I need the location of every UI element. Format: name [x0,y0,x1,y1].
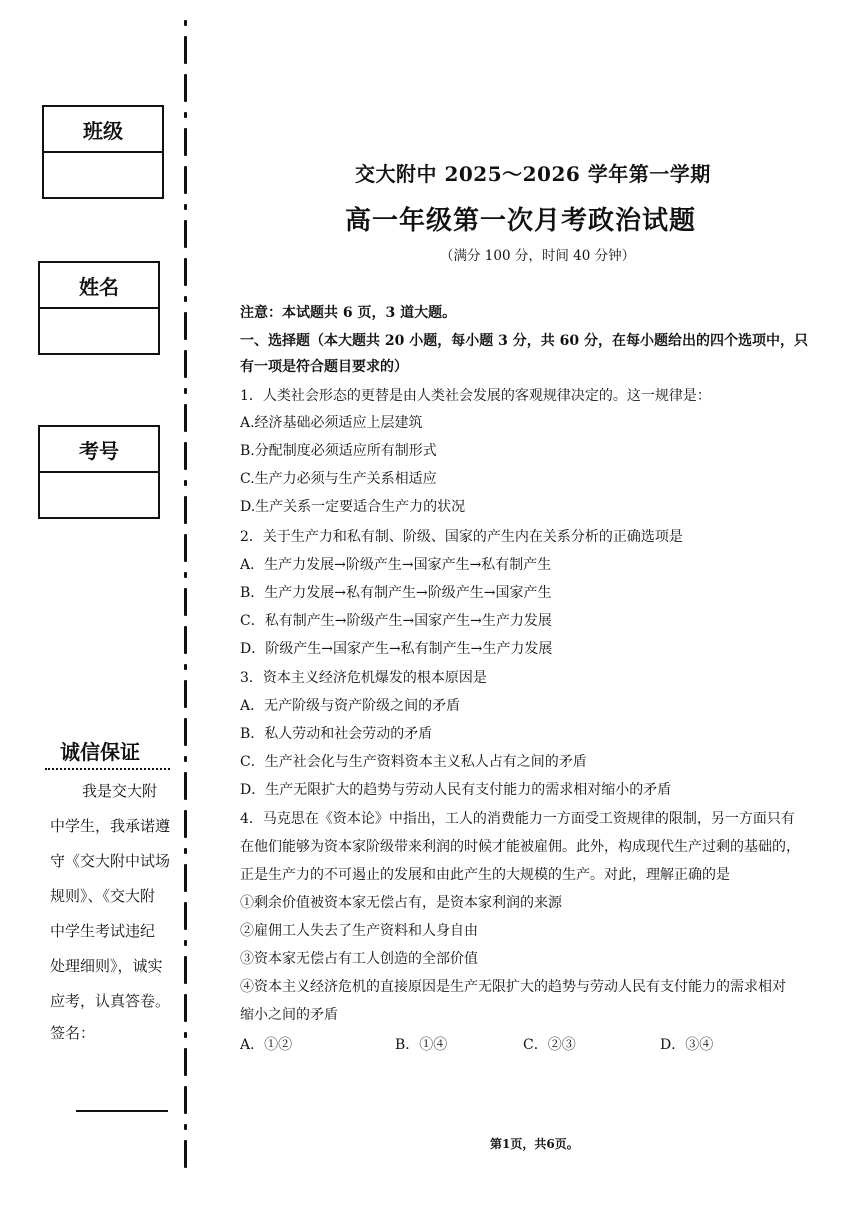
dash-segment [184,388,187,394]
dash-segment [184,626,187,654]
class-box [42,105,164,199]
exam-subtitle: （满分 100 分，时间 40 分钟） [440,248,636,264]
dash-segment [184,664,187,670]
dash-segment [184,940,187,946]
q4-statement-1: ①剩余价值被资本家无偿占有，是资本家利润的来源 [240,895,562,911]
pledge-line-2: 中学生，我承诺遵 [50,817,171,835]
dash-segment [184,902,187,930]
dash-segment [184,718,187,746]
q1-option-b: B.分配制度必须适应所有制形式 [240,443,437,459]
section1-heading-cont: 有一项是符合题目要求的） [240,359,408,375]
school-term-title: 交大附中 2025～2026 学年第一学期 [355,162,711,186]
q3-option-d: D．生产无限扩大的趋势与劳动人民有支付能力的需求相对缩小的矛盾 [240,782,672,798]
q4-statement-2: ②雇佣工人失去了生产资料和人身自由 [240,923,478,939]
q2-stem: 2．关于生产力和私有制、阶级、国家的产生内在关系分析的正确选项是 [240,529,683,545]
q4-option-a: A．①② [240,1037,293,1053]
q4-stem-1: 4．马克思在《资本论》中指出，工人的消费能力一方面受工资规律的限制，另一方面只有 [240,811,795,827]
dash-segment [184,442,187,470]
class-label: 班级 [44,107,162,153]
dash-segment [184,220,187,248]
q2-option-c: C．私有制产生→阶级产生→国家产生→生产力发展 [240,613,552,629]
q1-option-a: A.经济基础必须适应上层建筑 [240,415,423,431]
pledge-divider [45,768,170,770]
q1-option-d: D.生产关系一定要适合生产力的状况 [240,499,466,515]
name-box [38,261,160,355]
q3-option-b: B．私人劳动和社会劳动的矛盾 [240,726,433,742]
q4-option-c: C．②③ [523,1037,576,1053]
q3-stem: 3．资本主义经济危机爆发的根本原因是 [240,670,487,686]
dash-segment [184,496,187,524]
q2-option-a: A．生产力发展→阶级产生→国家产生→私有制产生 [240,557,552,573]
q4-option-d: D．③④ [660,1037,714,1053]
dash-segment [184,36,187,64]
dash-segment [184,810,187,838]
pledge-line-5: 中学生考试违纪 [50,922,156,940]
dash-segment [184,312,187,340]
q4-statement-3: ③资本家无偿占有工人创造的全部价值 [240,951,478,967]
dash-segment [184,994,187,1022]
q4-option-b: B．①④ [395,1037,448,1053]
dash-segment [184,112,187,118]
dash-segment [184,404,187,432]
dash-segment [184,956,187,984]
q4-stem-3: 正是生产力的不可遏止的发展和由此产生的大规模的生产。对此，理解正确的是 [240,867,730,883]
q2-option-d: D．阶级产生→国家产生→私有制产生→生产力发展 [240,641,553,657]
pledge-line-7: 应考，认真答卷。 [50,992,171,1010]
pledge-line-3: 守《交大附中试场 [50,852,171,870]
dash-segment [184,296,187,302]
q2-option-b: B．生产力发展→私有制产生→阶级产生→国家产生 [240,585,552,601]
q3-option-c: C．生产社会化与生产资料资本主义私人占有之间的矛盾 [240,754,587,770]
dash-segment [184,480,187,486]
pledge-sign-label: 签名： [50,1024,96,1042]
q4-statement-4: ④资本主义经济危机的直接原因是生产无限扩大的趋势与劳动人民有支付能力的需求相对 [240,979,786,995]
q3-option-a: A．无产阶级与资产阶级之间的矛盾 [240,698,461,714]
pledge-line-6: 处理细则》，诚实 [50,957,163,975]
dash-segment [184,1048,187,1076]
exam-number-box [38,425,160,519]
page-footer: 第1页，共6页。 [490,1137,579,1151]
notice: 注意：本试题共 6 页，3 道大题。 [240,305,457,321]
dash-segment [184,74,187,102]
class-input-area[interactable] [44,153,162,197]
dash-segment [184,204,187,210]
q1-stem: 1．人类社会形态的更替是由人类社会发展的客观规律决定的。这一规律是： [240,388,711,404]
pledge-line-1: 我是交大附 [82,782,158,800]
section1-heading: 一、选择题（本大题共 20 小题，每小题 3 分，共 60 分，在每小题给出的四个选项中，只 [240,333,808,349]
dash-segment [184,1086,187,1114]
exam-number-label: 考号 [40,427,158,473]
dash-segment [184,572,187,578]
dash-segment [184,1032,187,1038]
q4-statement-4-cont: 缩小之间的矛盾 [240,1007,338,1023]
name-input-area[interactable] [40,309,158,353]
pledge-title: 诚信保证 [60,740,140,764]
dash-segment [184,20,187,26]
dash-segment [184,534,187,562]
name-label: 姓名 [40,263,158,309]
dash-segment [184,1124,187,1130]
dash-segment [184,772,187,800]
dash-segment [184,756,187,762]
dash-segment [184,588,187,616]
signature-line[interactable] [76,1110,168,1112]
q4-stem-2: 在他们能够为资本家阶级带来利润的时候才能被雇佣。此外，构成现代生产过剩的基础的， [240,839,800,855]
dash-segment [184,166,187,194]
q1-option-c: C.生产力必须与生产关系相适应 [240,471,437,487]
dash-segment [184,1140,187,1168]
dash-segment [184,258,187,286]
exam-title: 高一年级第一次月考政治试题 [345,206,697,236]
exam-number-input-area[interactable] [40,473,158,517]
pledge-line-4: 规则》、《交大附 [50,887,156,905]
dash-segment [184,350,187,378]
binding-dash-line [182,20,190,1170]
dash-segment [184,128,187,156]
dash-segment [184,848,187,854]
dash-segment [184,680,187,708]
dash-segment [184,864,187,892]
